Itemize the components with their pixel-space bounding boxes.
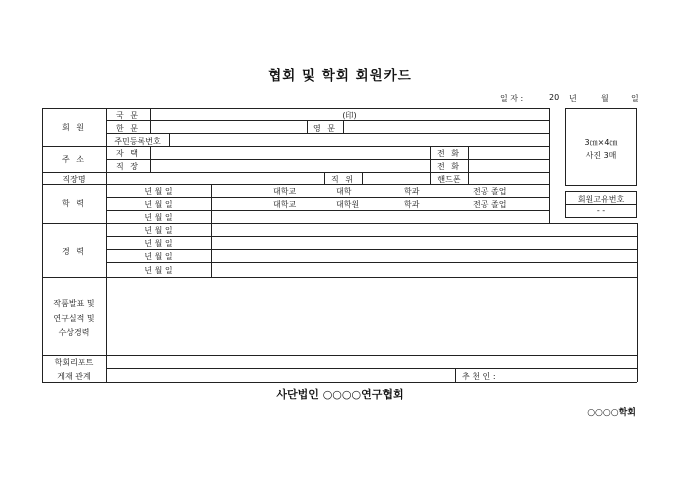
organization-name: 사단법인 ○○○○연구협회 [276,388,404,401]
work-address-label: 직 장 [116,162,140,171]
edu-row-1-dept: 학과 [404,187,420,196]
career-label: 경 력 [62,247,86,256]
home-phone-label: 전 화 [437,149,461,158]
address-label: 주 소 [62,155,86,164]
edu-row-1-major: 전공 졸업 [473,187,507,196]
date-year-label: 년 [569,94,577,103]
career-row-3-date: 년 월 일 [144,252,173,261]
edu-row-2-univ: 대학교 [273,200,297,209]
edu-row-2-date: 년 월 일 [144,200,173,209]
works-label-line-1: 작품발표 및 [53,299,95,308]
page-title: 협회 및 학회 회원카드 [268,68,412,84]
home-address-label: 자 택 [116,149,140,158]
member-id-value: - - [596,206,606,215]
recommender-label: 추 천 인 : [462,372,496,381]
works-label-line-2: 연구실적 및 [53,314,95,323]
member-id-label: 회원고유번호 [577,195,625,204]
career-row-4-date: 년 월 일 [144,266,173,275]
works-label-line-3: 수상경력 [58,328,90,337]
hanja-name-label: 한 문 [116,124,140,133]
date-day-label: 일 [631,94,639,103]
member-label: 회 원 [62,123,86,132]
edu-row-2-college: 대학원 [336,200,360,209]
edu-row-1-college: 대학 [336,187,352,196]
date-label: 일 자 : [500,94,524,103]
career-row-1-date: 년 월 일 [144,226,173,235]
report-label-line-2: 게재 관계 [57,372,91,381]
education-label: 학 력 [62,199,86,208]
korean-name-label: 국 문 [116,111,140,120]
edu-row-2-major: 전공 졸업 [473,200,507,209]
edu-row-3-date: 년 월 일 [144,213,173,222]
edu-row-1-date: 년 월 일 [144,187,173,196]
seal-mark: (印) [342,111,357,120]
edu-row-1-univ: 대학교 [273,187,297,196]
date-month-label: 월 [601,94,609,103]
mobile-label: 핸드폰 [437,175,461,184]
workplace-label: 직장명 [62,175,86,184]
rrn-label: 주민등록번호 [114,137,161,146]
work-phone-label: 전 화 [437,162,461,171]
position-label: 직 위 [331,175,355,184]
edu-row-2-dept: 학과 [404,200,420,209]
career-row-2-date: 년 월 일 [144,239,173,248]
society-name: ○○○○학회 [587,408,636,418]
photo-size: 3㎝×4㎝ [584,138,618,147]
photo-note: 사진 3매 [585,151,617,160]
report-label-line-1: 학회리포트 [54,358,94,367]
date-year-prefix: 20 [549,93,560,102]
english-name-label: 영 문 [313,124,337,133]
